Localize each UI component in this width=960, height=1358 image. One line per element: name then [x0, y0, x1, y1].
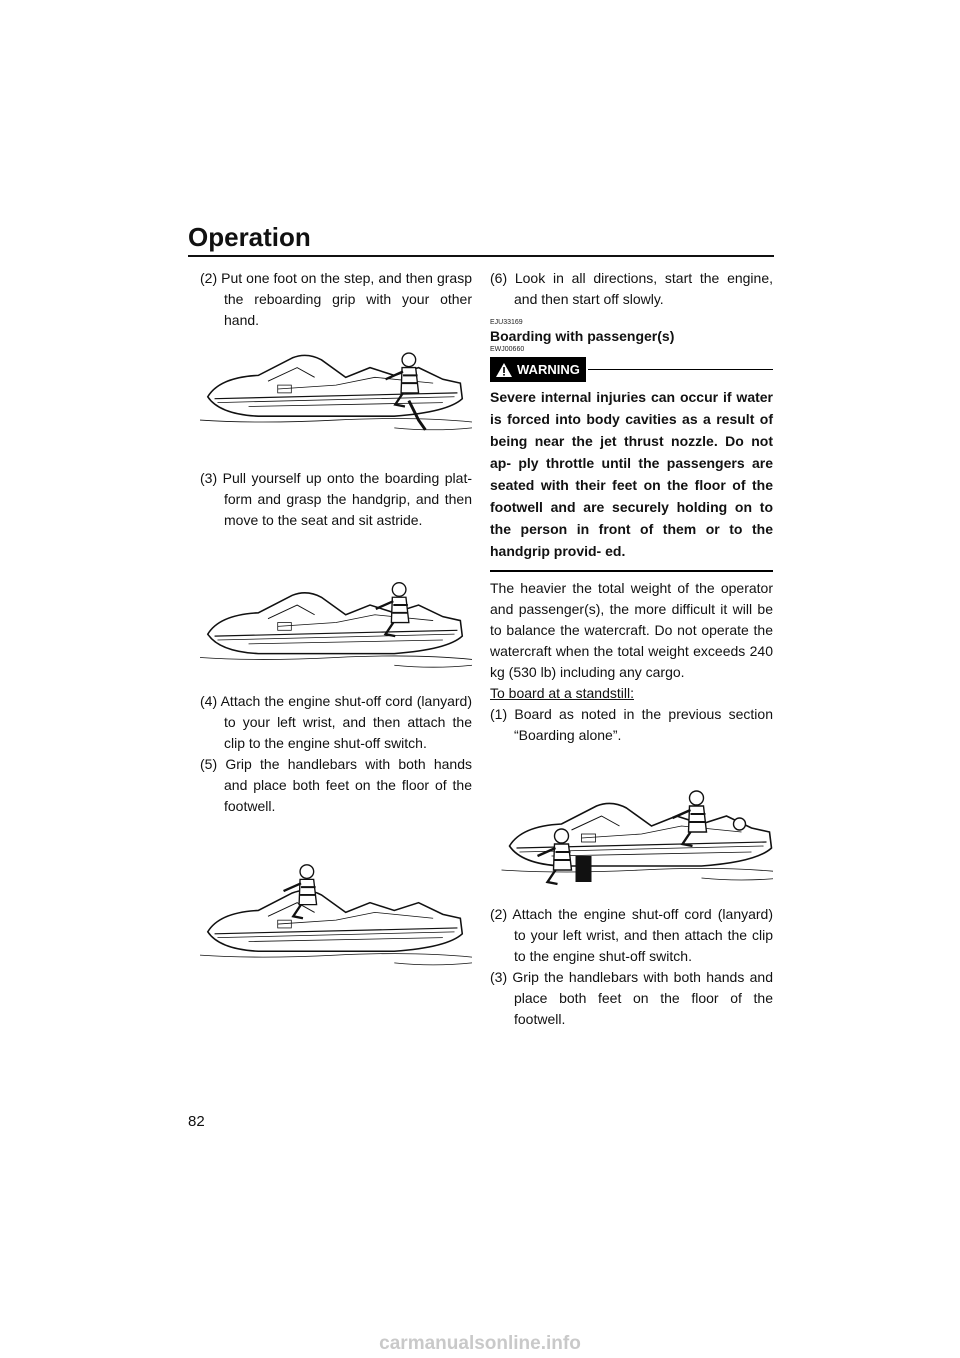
subheading: To board at a standstill:	[490, 684, 634, 701]
warning-header	[490, 357, 773, 382]
warning-text: Severe internal injuries can occur if water is forced into body cavities as a result of being near the jet thrust nozzle. Do not ap- ply throttle until the passengers are seated with their feet on the floor of the footwell and are securely holding on to the person in front of them or to the handgrip provid- ed.	[490, 389, 773, 559]
body-text: The heavier the total weight of the operator and passenger(s), the more difficult it will be to balance the watercraft. Do not operate the watercraft when the total weight exceeds 240 kg (530 lb) including any cargo.	[490, 579, 773, 680]
section-heading: Boarding with passenger(s)	[490, 328, 675, 344]
illustration-reboarding-grip	[200, 331, 472, 446]
passenger-step-2: (2) Attach the engine shut-off cord (lanyard) to your left wrist, and then attach the clip to the engine shut-off switch.	[490, 905, 773, 964]
warning-bottom-rule	[490, 570, 773, 572]
title-rule	[188, 255, 774, 257]
step-2: (2) Put one foot on the step, and then grasp the reboarding grip with your other hand.	[200, 270, 472, 328]
warning-badge	[490, 357, 586, 382]
step-5: (5) Grip the handlebars with both hands and place both feet on the floor of the footwell.	[200, 756, 472, 814]
section-code: EJU33169	[490, 319, 523, 326]
passenger-step-1: (1) Board as noted in the previous section “Boarding alone”.	[490, 705, 773, 743]
passenger-step-3: (3) Grip the handlebars with both hands and place both feet on the floor of the footwell.	[490, 968, 773, 1027]
right-column	[490, 268, 773, 1030]
left-column	[200, 268, 472, 967]
warning-code: EWJ00660	[490, 346, 525, 353]
page-number: 82	[188, 1113, 205, 1130]
illustration-climbing-on	[200, 531, 472, 681]
step-6: (6) Look in all directions, start the engine, and then start off slowly.	[490, 270, 773, 307]
page-title: Operation	[188, 222, 311, 252]
warning-label: WARNING	[517, 362, 580, 377]
warning-rule	[588, 369, 773, 371]
illustration-passenger-boarding	[490, 746, 773, 896]
footer-watermark: carmanualsonline.info	[379, 1333, 581, 1354]
illustration-seated-rider	[200, 817, 472, 967]
step-4: (4) Attach the engine shut-off cord (lanyard) to your left wrist, and then attach the clip to the engine shut-off switch.	[200, 693, 472, 751]
warning-triangle-icon	[496, 363, 512, 377]
step-3: (3) Pull yourself up onto the boarding plat- form and grasp the handgrip, and then move to the seat and sit astride.	[200, 470, 472, 528]
